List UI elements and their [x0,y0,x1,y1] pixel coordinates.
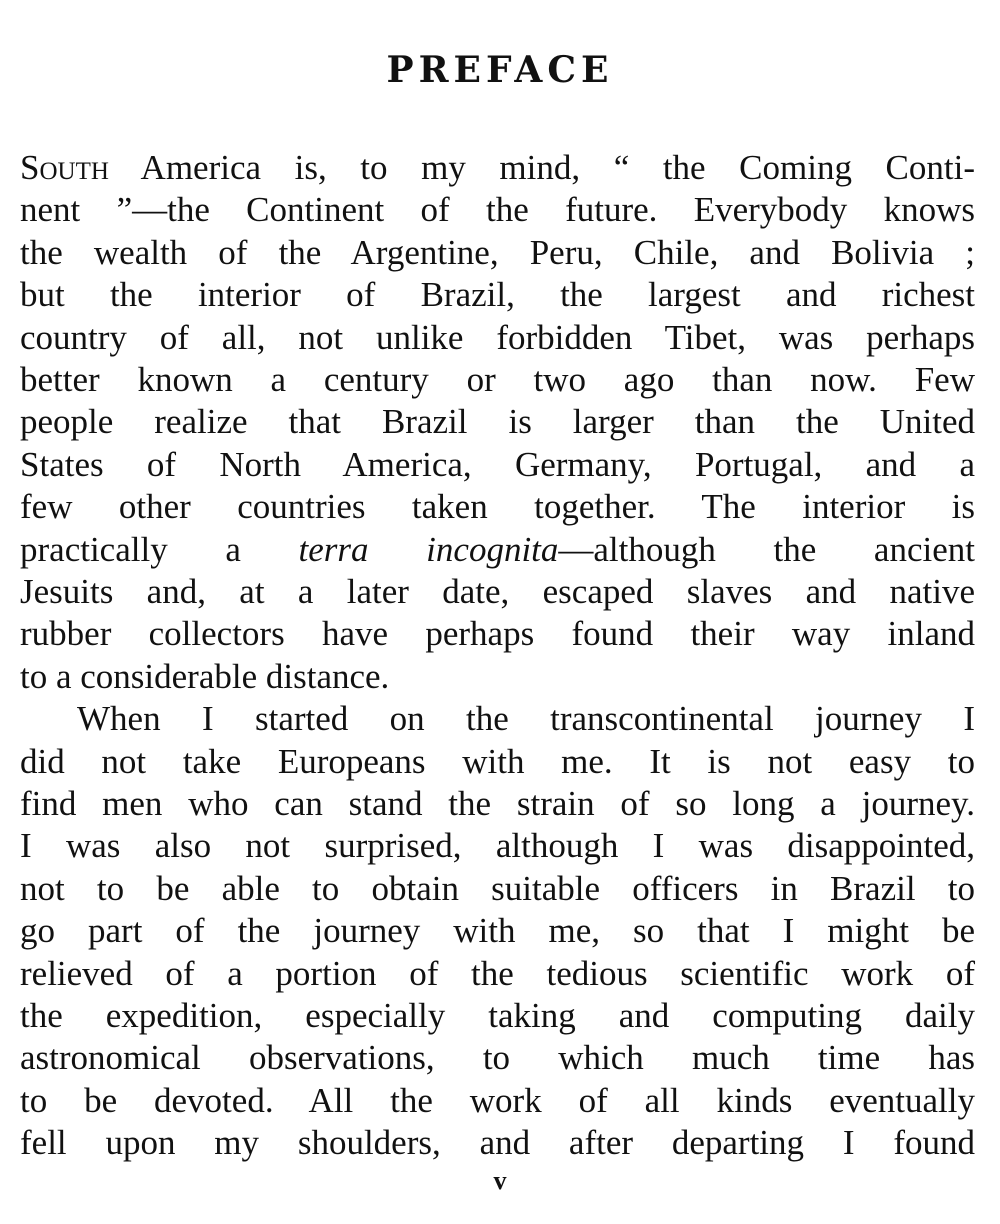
text-line: better known a century or two ago than now. Few [20,360,975,399]
text-line: find men who can stand the strain of so long a journey. [20,784,975,823]
text-line: to a considerable distance. [20,657,390,696]
text-line [20,529,975,571]
text-line: I was also not surprised, although I was disappointed, [20,826,975,865]
text-line: go part of the journey with me, so that I might be [20,911,975,950]
text-line: not to be able to obtain suitable officers in Brazil to [20,869,975,908]
text-line: few other countries taken together. The interior is [20,487,975,526]
text-line: did not take Europeans with me. It is not easy to [20,742,975,781]
text-line: nent ”—the Continent of the future. Everybody knows [20,190,975,229]
small-caps-opening-word: South [20,148,109,187]
text-line: the expedition, especially taking and computing daily [20,996,975,1035]
text-line: rubber collectors have perhaps found their way inland [20,614,975,653]
text-line-content: America is, to my mind, “ the Coming Conti- [108,148,975,187]
text-line: Jesuits and, at a later date, escaped slaves and native [20,572,975,611]
text-line: fell upon my shoulders, and after departing I found [20,1123,975,1162]
italic-phrase: terra incognita [298,530,559,569]
text-line: to be devoted. All the work of all kinds eventually [20,1081,975,1120]
text-line-content: practically a [20,530,299,569]
text-line [20,147,975,189]
text-line: relieved of a portion of the tedious scientific work of [20,954,975,993]
text-line: astronomical observations, to which much time has [20,1038,975,1077]
text-line: the wealth of the Argentine, Peru, Chile, and Bolivia ; [20,233,975,272]
text-line: country of all, not unlike forbidden Tibet, was perhaps [20,318,975,357]
page-number: v [493,1166,507,1195]
text-line: but the interior of Brazil, the largest and richest [20,275,975,314]
text-line: people realize that Brazil is larger than the United [20,402,975,441]
text-line: States of North America, Germany, Portugal, and a [20,445,975,484]
page-title: PREFACE [386,49,614,91]
text-line: When I started on the transcontinental journey I [77,699,975,738]
text-line-content: —although the ancient [558,530,975,569]
